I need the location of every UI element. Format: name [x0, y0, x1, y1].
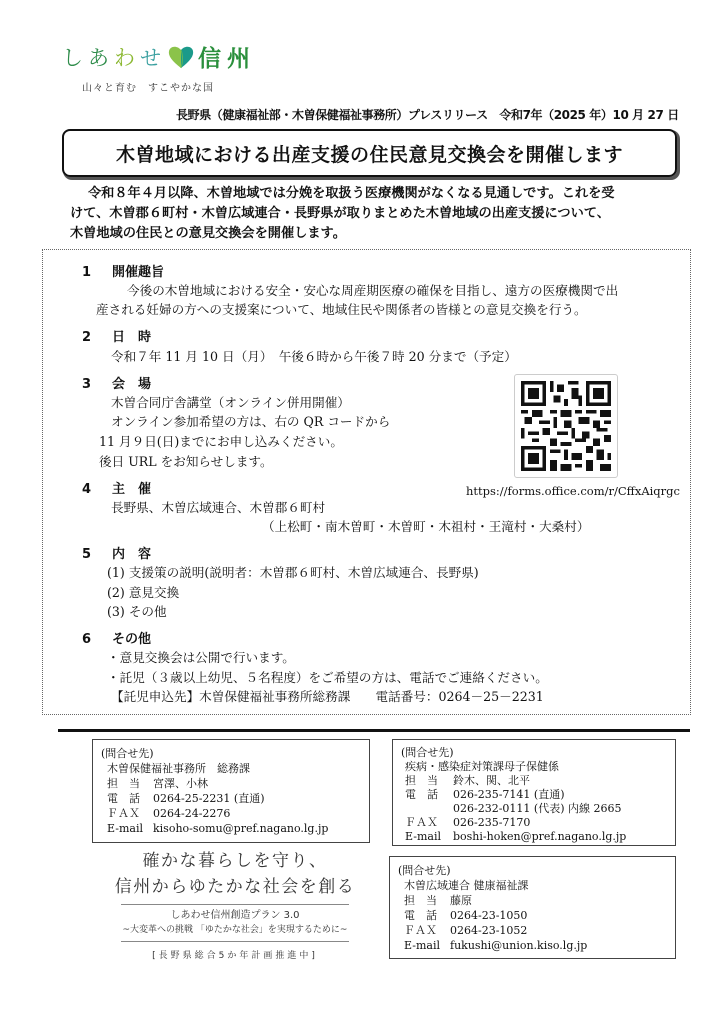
contact-box-kiso-welfare-office [92, 739, 370, 843]
section-title: 内 容 [112, 547, 152, 562]
section-2-line: 令和７年 11 月 10 日（月） 午後６時から午後７時 20 分まで（予定） [111, 349, 517, 364]
contact-label: 電 話 [404, 909, 437, 922]
contact-label: 担 当 [405, 774, 438, 787]
section-5-line: (1) 支援策の説明(説明者：木曽郡６町村、木曽広域連合、長野県) [107, 565, 479, 580]
contact-header: (問合せ先) [401, 746, 454, 759]
section-5-line: (3) その他 [107, 604, 167, 619]
contact-fax: 0264-23-1052 [450, 924, 528, 937]
logo-text-3: せ [140, 45, 166, 70]
contact-org: 木曽広域連合 健康福祉課 [404, 879, 529, 892]
lead-paragraph [70, 184, 680, 244]
contact-label: ＦＡＸ [107, 807, 140, 820]
contact-label: E-mail [405, 830, 441, 843]
contact-person: 鈴木、関、北平 [453, 774, 530, 787]
contact-label: E-mail [404, 939, 440, 952]
slogan-line-2: 信州からゆたかな社会を創る [114, 877, 356, 897]
section-3-line: 木曽合同庁舎講堂（オンライン併用開催） [111, 395, 350, 410]
section-1-line: 今後の木曽地域における安全・安心な周産期医療の確保を目指し、遠方の医療機関で出 [127, 283, 619, 298]
qr-url-link[interactable]: https://forms.office.com/r/CffxAiqrgc [466, 484, 680, 498]
logo-text-shinshu: 信州 [198, 46, 256, 72]
section-number: 3 [82, 377, 92, 392]
contact-phone: 026-235-7141 (直通) [453, 788, 565, 801]
contact-label: E-mail [107, 822, 143, 835]
slogan-divider [121, 941, 349, 942]
section-1-heading [82, 261, 164, 280]
contact-phone: 0264-23-1050 [450, 909, 528, 922]
section-3-line: オンライン参加希望の方は、右の QR コードから [111, 414, 391, 429]
section-number: 6 [82, 632, 92, 647]
section-2-heading [82, 326, 151, 345]
logo-text-1: しあ [62, 45, 114, 70]
contact-header: (問合せ先) [398, 864, 451, 877]
logo-text-2: わ [114, 45, 140, 70]
slogan-note: [長野県総合5か年計画推進中] [152, 951, 318, 961]
section-3-line: 11 月９日(日)までにお申し込みください。 [99, 434, 343, 449]
section-4-line: 長野県、木曽広域連合、木曽郡６町村 [111, 500, 326, 515]
section-number: 1 [82, 265, 92, 280]
slogan-plan: しあわせ信州創造プラン 3.0 [170, 910, 300, 921]
section-6-heading [82, 628, 151, 647]
contact-header: (問合せ先) [101, 747, 154, 760]
section-title: 会 場 [112, 377, 152, 392]
contact-person: 藤原 [450, 894, 472, 907]
section-title: 開催趣旨 [112, 265, 165, 280]
divider-rule [58, 729, 690, 732]
contact-email-link[interactable]: fukushi@union.kiso.lg.jp [450, 939, 588, 952]
contact-label: ＦＡＸ [404, 924, 437, 937]
contact-label: 担 当 [107, 777, 140, 790]
qr-code-icon [521, 381, 611, 471]
contact-label [405, 802, 453, 816]
contact-phone-main: 026-232-0111 (代表) 内線 2665 [453, 802, 622, 815]
section-6-line: ・意見交換会は公開で行います。 [107, 650, 295, 665]
contact-email-link[interactable]: kisoho-somu@pref.nagano.lg.jp [153, 822, 329, 835]
contact-email-link[interactable]: boshi-hoken@pref.nagano.lg.jp [453, 830, 627, 843]
lead-line: けて、木曽郡６町村・木曽広域連合・長野県が取りまとめた木曽地域の出産支援について、 [70, 206, 610, 221]
section-5-heading [82, 543, 151, 562]
qr-code[interactable] [514, 374, 618, 478]
section-title: その他 [112, 632, 152, 647]
contact-fax: 026-235-7170 [453, 816, 531, 829]
lead-line: 木曽地域の住民との意見交換会を開催します。 [70, 226, 346, 241]
section-number: 4 [82, 482, 92, 497]
contact-fax: 0264-24-2276 [153, 807, 231, 820]
slogan-subtitle: ~大変革への挑戦 「ゆたかな社会」を実現するために~ [122, 925, 348, 935]
slogan-line-1: 確かな暮らしを守り、 [142, 851, 328, 871]
contact-person: 宮澤、小林 [153, 777, 208, 790]
contact-label: ＦＡＸ [405, 816, 438, 829]
section-4-heading [82, 478, 151, 497]
contact-label: 電 話 [107, 792, 140, 805]
contact-label: 電 話 [405, 788, 438, 801]
title-box [62, 129, 677, 177]
section-title: 日 時 [112, 330, 152, 345]
section-3-heading [82, 373, 151, 392]
logo-tagline: 山々と育む すこやかな国 [82, 83, 214, 94]
section-number: 2 [82, 330, 92, 345]
shinshu-logo [62, 40, 256, 73]
press-release-line: 長野県（健康福祉部・木曽保健福祉事務所）プレスリリース 令和7年（2025 年）10 月 27 日 [176, 108, 679, 122]
section-3-line: 後日 URL をお知らせします。 [99, 454, 273, 469]
contact-phone: 0264-25-2231 (直通) [153, 792, 265, 805]
section-4-line: （上松町・南木曽町・木曽町・木祖村・王滝村・大桑村） [262, 519, 590, 534]
page-title: 木曽地域における出産支援の住民意見交換会を開催します [115, 143, 623, 166]
contact-box-kiso-union [389, 856, 676, 959]
section-6-line: ・託児（３歳以上幼児、５名程度）をご希望の方は、電話でご連絡ください。 [107, 670, 548, 685]
lead-line: 令和８年４月以降、木曽地域では分娩を取扱う医療機関がなくなる見通しです。これを受 [88, 186, 615, 201]
section-number: 5 [82, 547, 92, 562]
section-5-line: (2) 意見交換 [107, 585, 180, 600]
section-6-line: 【託児申込先】木曽保健福祉事務所総務課 電話番号：0264－25－2231 [111, 689, 544, 704]
slogan-divider [121, 904, 349, 905]
heart-icon [168, 45, 194, 69]
contact-box-maternal-health [392, 739, 676, 846]
section-title: 主 催 [112, 482, 152, 497]
contact-org: 木曽保健福祉事務所 総務課 [107, 762, 250, 775]
contact-org: 疾病・感染症対策課母子保健係 [405, 760, 559, 773]
slogan-block [100, 848, 370, 961]
section-1-line: 産される妊婦の方への支援案について、地域住民や関係者の皆様との意見交換を行う。 [96, 302, 587, 317]
contact-label: 担 当 [404, 894, 437, 907]
